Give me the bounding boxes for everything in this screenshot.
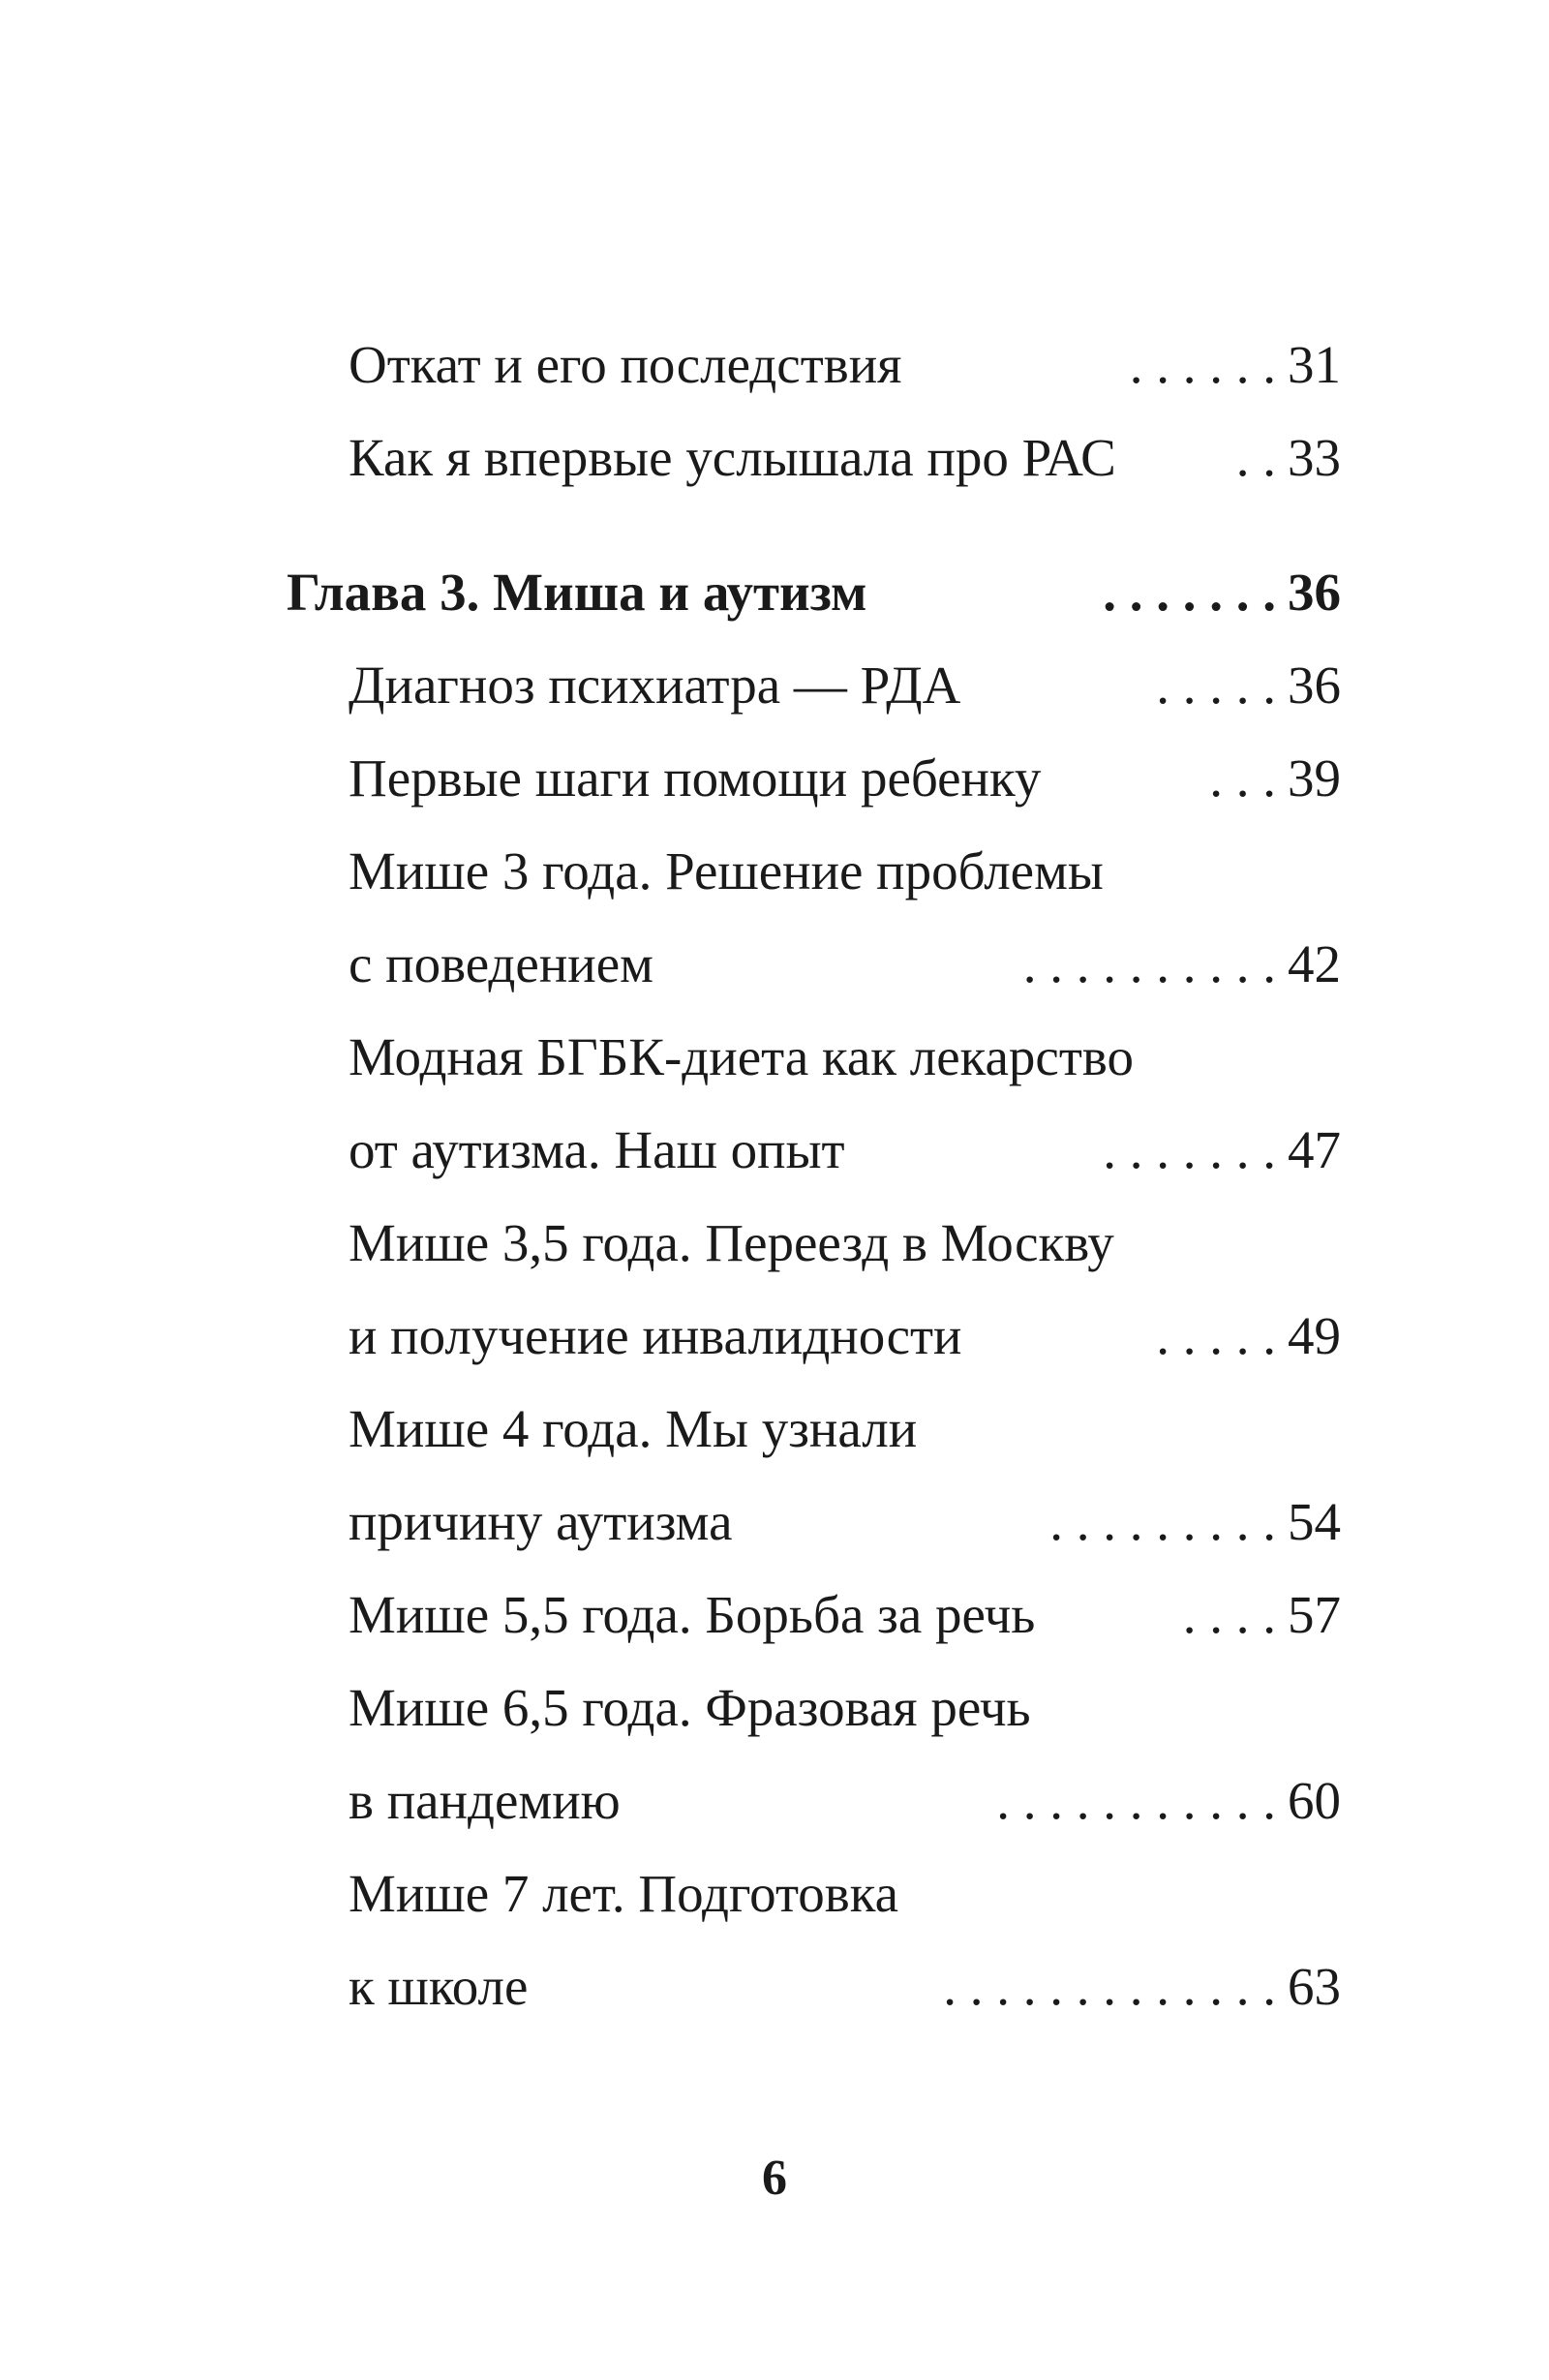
toc-chapter-entry — [0, 554, 1549, 631]
toc-leader-dots: . . . . . . . — [1103, 563, 1276, 622]
toc-entry — [0, 740, 1549, 817]
toc-entry — [0, 833, 1549, 910]
toc-leader-dots: . . . . . — [1156, 1306, 1276, 1365]
toc-entry-page: 39 — [1282, 740, 1341, 817]
toc-entry-title: в пандемию — [349, 1762, 624, 1840]
toc-entry-title: Первые шаги помощи ребенку — [349, 740, 1045, 817]
toc-entry — [0, 1576, 1549, 1654]
toc-entry-title: с поведением — [349, 926, 657, 1003]
toc-entry-title: Модная БГБК-диета как лекарство — [349, 1019, 1138, 1096]
toc-leader-dots: . . . . . . . . . . . . . — [943, 1957, 1276, 2016]
toc-leader-dots: . . — [1235, 428, 1276, 487]
toc-chapter-page: 36 — [1282, 554, 1341, 631]
toc-entry-continued — [0, 1483, 1549, 1561]
toc-chapter-title: Глава 3. Миша и аутизм — [287, 554, 871, 631]
toc-leader-dots: . . . . . . . . . . — [1022, 934, 1276, 993]
toc-entry-page: 31 — [1282, 326, 1341, 404]
toc-entry — [0, 326, 1549, 404]
toc-leader-dots: . . . . . — [1156, 656, 1276, 715]
toc-entry — [0, 1205, 1549, 1282]
toc-entry-page: 42 — [1282, 926, 1341, 1003]
toc-entry — [0, 419, 1549, 497]
toc-entry-page: 49 — [1282, 1297, 1341, 1375]
toc-leader-dots: . . . . — [1182, 1585, 1276, 1644]
toc-entry-page: 63 — [1282, 1948, 1341, 2026]
toc-entry — [0, 647, 1549, 724]
toc-entry-page: 36 — [1282, 647, 1341, 724]
toc-leader-dots: . . . . . . . . . — [1049, 1492, 1276, 1551]
toc-entry-title: и получение инвалидности — [349, 1297, 966, 1375]
toc-entry-title: к школе — [349, 1948, 532, 2026]
toc-entry — [0, 1390, 1549, 1468]
toc-entry-continued — [0, 1762, 1549, 1840]
toc-entry-page: 33 — [1282, 419, 1341, 497]
toc-entry-title: от аутизма. Наш опыт — [349, 1112, 849, 1189]
toc-entry-title: причину аутизма — [349, 1483, 737, 1561]
toc-entry-title: Мише 7 лет. Подготовка — [349, 1855, 902, 1933]
toc-entry — [0, 1019, 1549, 1096]
toc-leader-dots: . . . . . . . — [1103, 1120, 1276, 1179]
toc-entry-page: 60 — [1282, 1762, 1341, 1840]
toc-entry-title: Откат и его последствия — [349, 326, 905, 404]
toc-entry-title: Мише 6,5 года. Фразовая речь — [349, 1669, 1035, 1747]
toc-entry-page: 57 — [1282, 1576, 1341, 1654]
toc-entry-continued — [0, 926, 1549, 1003]
toc-entry-title: Мише 4 года. Мы узнали — [349, 1390, 921, 1468]
toc-entry-title: Мише 3,5 года. Переезд в Москву — [349, 1205, 1118, 1282]
page-number: 6 — [762, 2151, 787, 2206]
toc-entry-title: Мише 5,5 года. Борьба за речь — [349, 1576, 1039, 1654]
toc-entry-continued — [0, 1112, 1549, 1189]
toc-entry — [0, 1855, 1549, 1933]
toc-leader-dots: . . . . . . — [1129, 335, 1276, 394]
toc-entry-title: Мише 3 года. Решение проблемы — [349, 833, 1108, 910]
toc-leader-dots: . . . — [1209, 748, 1276, 808]
toc-entry-page: 54 — [1282, 1483, 1341, 1561]
toc-entry-title: Как я впервые услышала про РАС — [349, 419, 1120, 497]
toc-entry — [0, 1669, 1549, 1747]
toc-leader-dots: . . . . . . . . . . . — [996, 1771, 1276, 1830]
toc-entry-page: 47 — [1282, 1112, 1341, 1189]
toc-entry-title: Диагноз психиатра — РДА — [349, 647, 964, 724]
toc-entry-continued — [0, 1297, 1549, 1375]
toc-entry-continued — [0, 1948, 1549, 2026]
